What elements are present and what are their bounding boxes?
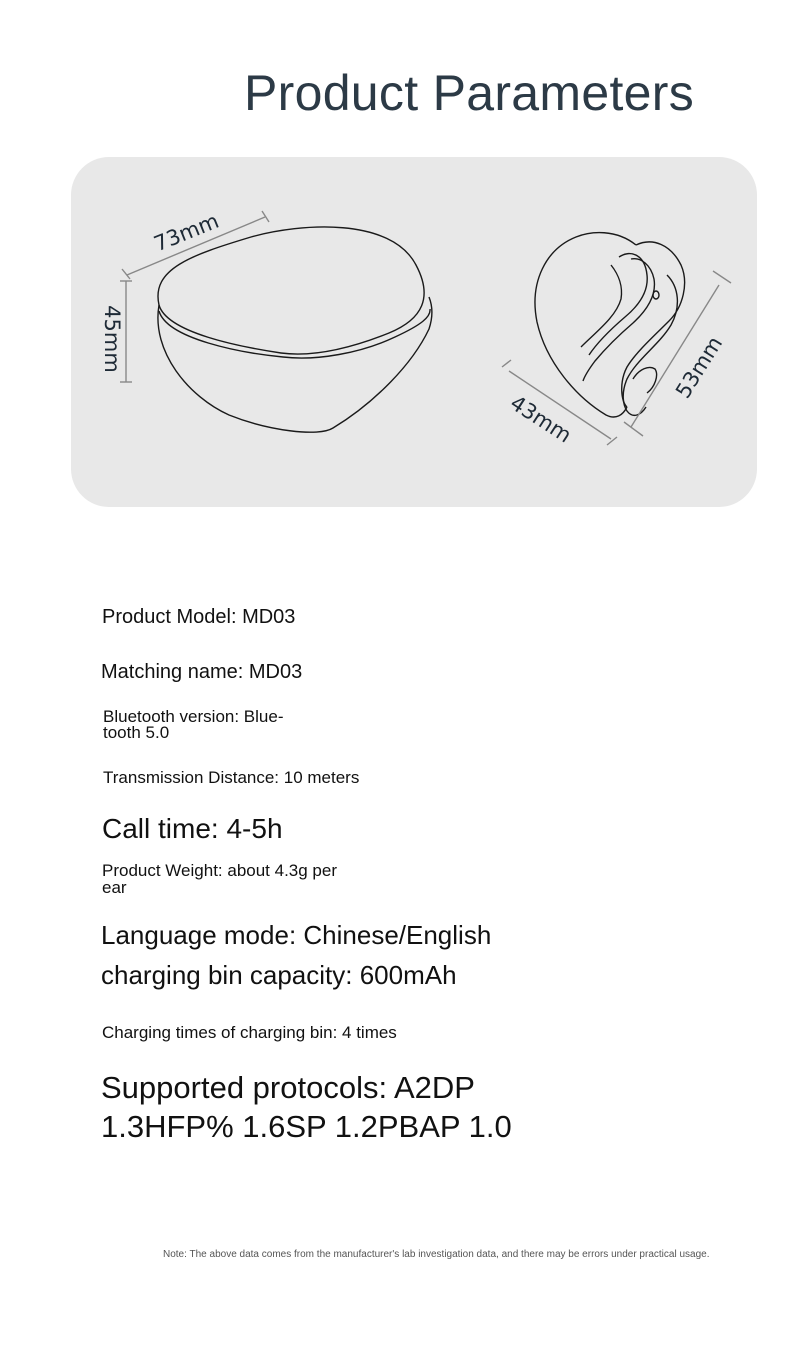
spec-charging-times: Charging times of charging bin: 4 times	[102, 1023, 397, 1042]
page-title: Product Parameters	[243, 65, 695, 121]
dimension-diagram-panel	[71, 157, 757, 507]
earbud-height-label: 53mm	[670, 332, 728, 403]
earbud-illustration	[535, 233, 685, 417]
charging-case-illustration	[158, 227, 432, 432]
spec-charging-bin-capacity: charging bin capacity: 600mAh	[101, 960, 457, 990]
spec-language-mode: Language mode: Chinese/English	[101, 920, 492, 950]
dimension-diagram	[71, 157, 757, 507]
spec-product-model: Product Model: MD03	[102, 606, 296, 628]
spec-transmission-distance: Transmission Distance: 10 meters	[103, 768, 360, 787]
earbud-width-label: 43mm	[505, 390, 576, 448]
spec-product-weight: Product Weight: about 4.3g per ear	[102, 861, 338, 897]
footer-note: Note: The above data comes from the manufacturer's lab investigation data, and there may be errors under practical usage.	[163, 1249, 710, 1260]
spec-supported-protocols: Supported protocols: A2DP 1.3HFP% 1.6SP 1.2PBAP 1.0	[101, 1070, 512, 1144]
case-width-label: 73mm	[150, 208, 223, 257]
spec-call-time: Call time: 4-5h	[102, 813, 283, 844]
spec-bluetooth-version: Bluetooth version: Blue-tooth 5.0	[103, 707, 284, 742]
case-height-label: 45mm	[100, 305, 124, 373]
spec-matching-name: Matching name: MD03	[101, 661, 303, 683]
